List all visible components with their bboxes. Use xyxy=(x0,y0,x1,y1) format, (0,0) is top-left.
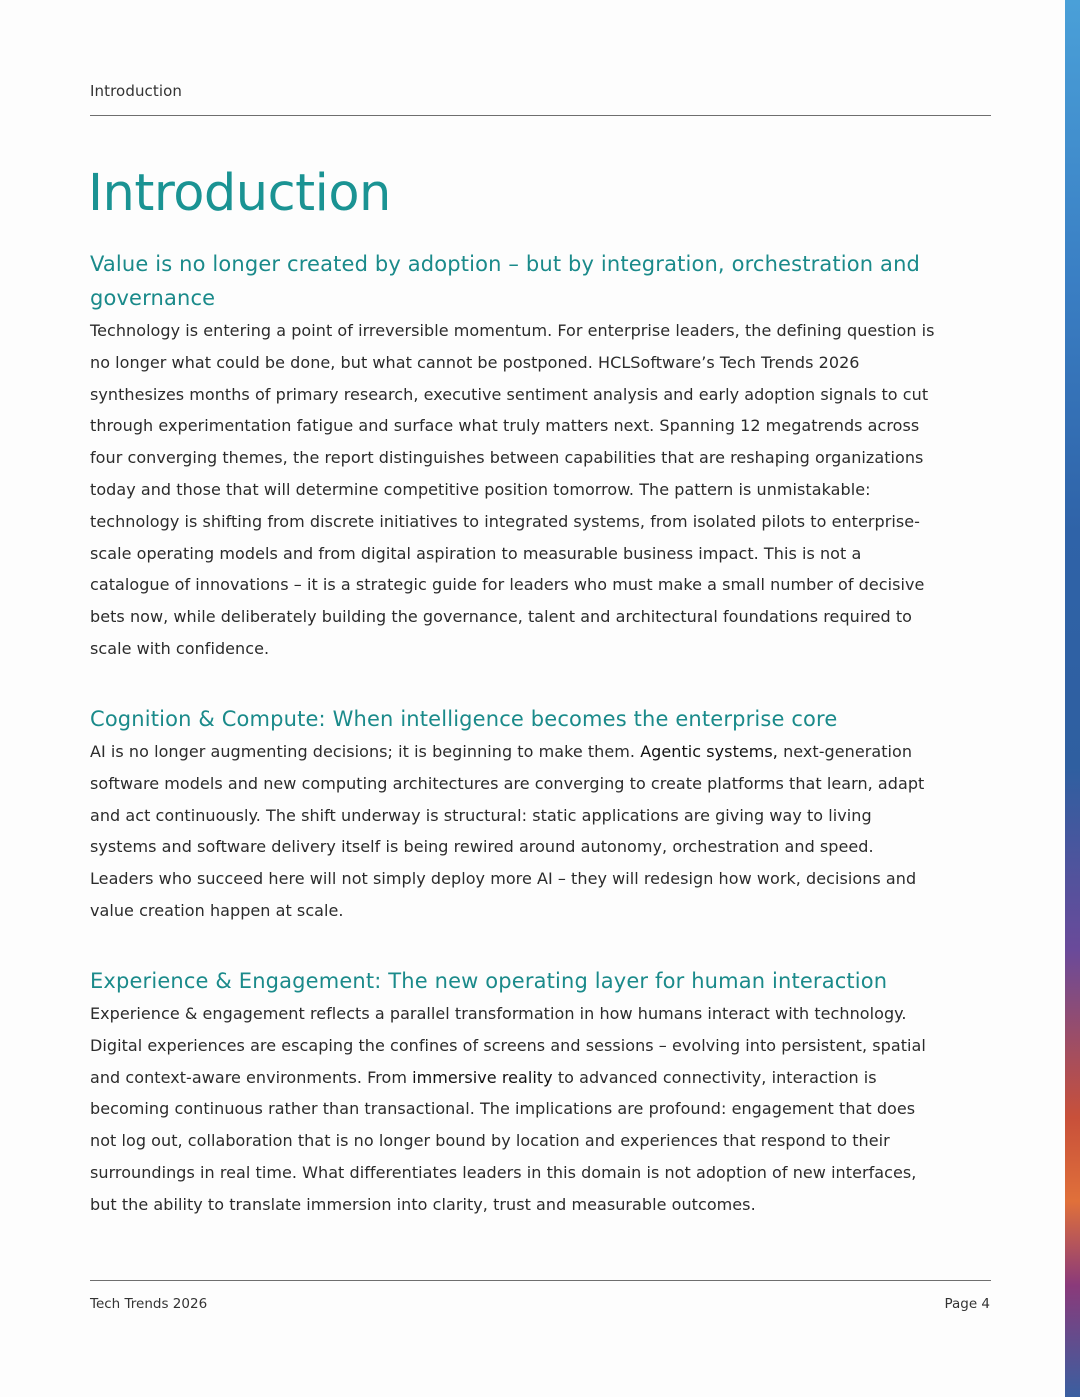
body-text: AI is no longer augmenting decisions; it is beginning to make them. xyxy=(90,742,641,761)
body-text: next-generation software models and new computing architectures are converging to create platforms that learn, adapt and act continuously. The shift underway is structural: static applications are giving way to living systems and software delivery itself is being rewired around autonomy, orchestration and speed. Leaders who succeed here will not simply deploy more AI – they will redesign how work, decisions and value creation happen at scale. xyxy=(90,742,925,920)
footer-document-title: Tech Trends 2026 xyxy=(90,1296,208,1312)
section-experience-engagement xyxy=(90,964,938,1221)
decorative-edge-strip xyxy=(1065,0,1080,1397)
section-body xyxy=(90,736,938,927)
highlighted-term: immersive reality xyxy=(412,1067,553,1087)
section-heading: Value is no longer created by adoption – but by integration, orchestration and governance xyxy=(90,252,921,310)
section-intro xyxy=(90,247,938,665)
section-heading: Experience & Engagement: The new operating layer for human interaction xyxy=(90,969,888,993)
body-text: Experience & engagement reflects a parallel transformation in how humans interact with technology. Digital experiences are escaping the confines of screens and sessions – evolving into persistent, spatial and context-aware environments. From xyxy=(90,1004,926,1087)
footer-page-number: Page 4 xyxy=(944,1296,990,1312)
section-cognition-compute xyxy=(90,702,938,927)
header-divider xyxy=(90,115,991,116)
body-text: to advanced connectivity, interaction is becoming continuous rather than transactional. The implications are profound: engagement that does not log out, collaboration that is no longer bound by location and experiences that respond to their surroundings in real time. What differentiates leaders in this domain is not adoption of new interfaces, but the ability to translate immersion into clarity, trust and measurable outcomes. xyxy=(90,1067,917,1214)
section-body xyxy=(90,998,938,1221)
highlighted-term: Agentic systems, xyxy=(640,742,778,761)
page-title: Introduction xyxy=(88,164,391,223)
footer-divider xyxy=(90,1280,991,1281)
section-body: Technology is entering a point of irreversible momentum. For enterprise leaders, the defining question is no longer what could be done, but what cannot be postponed. HCLSoftware’s Tech Trends 2026 synthesizes months of primary research, executive sentiment analysis and early adoption signals to cut through experimentation fatigue and surface what truly matters next. Spanning 12 megatrends across four converging themes, the report distinguishes between capabilities that are reshaping organizations today and those that will determine competitive position tomorrow. The pattern is unmistakable: technology is shifting from discrete initiatives to integrated systems, from isolated pilots to enterprise-scale operating models and from digital aspiration to measurable business impact. This is not a catalogue of innovations – it is a strategic guide for leaders who must make a small number of decisive bets now, while deliberately building the governance, talent and architectural foundations required to scale with confidence. xyxy=(90,321,935,658)
running-header: Introduction xyxy=(90,82,183,100)
section-heading: Cognition & Compute: When intelligence becomes the enterprise core xyxy=(90,707,838,731)
